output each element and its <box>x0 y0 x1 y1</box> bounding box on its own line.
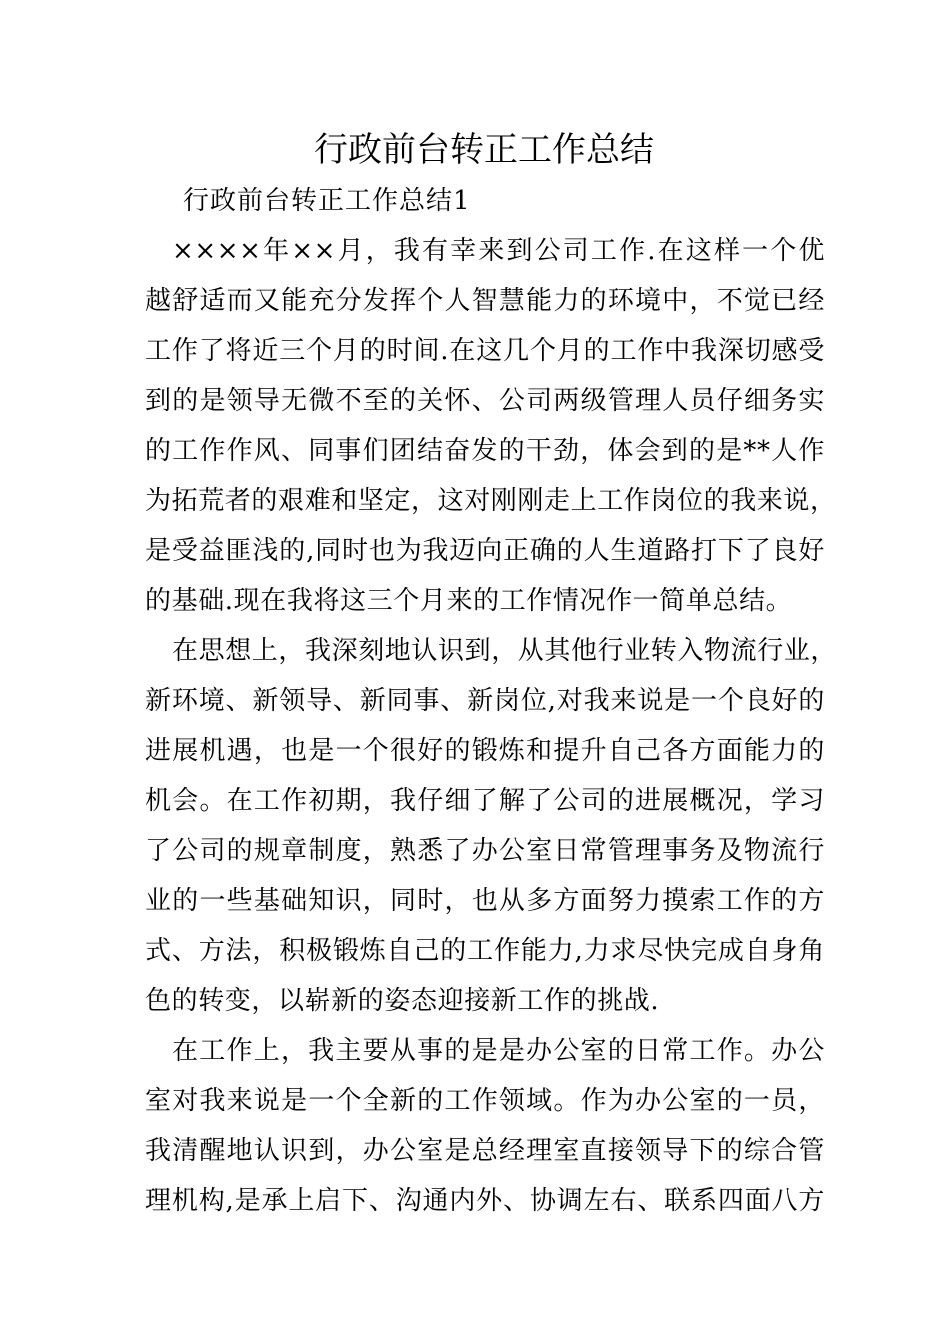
text-line: 色的转变，以崭新的姿态迎接新工作的挑战. <box>145 986 660 1016</box>
text-line: 机会。在工作初期，我仔细了解了公司的进展概况，学习 <box>145 786 825 816</box>
text-line: 新环境、新领导、新同事、新岗位,对我来说是一个良好的 <box>145 686 825 716</box>
text-line: 进展机遇，也是一个很好的锻炼和提升自己各方面能力的 <box>145 736 825 766</box>
text-line: 工作了将近三个月的时间.在这几个月的工作中我深切感受 <box>145 336 825 366</box>
text-line: 式、方法，积极锻炼自己的工作能力,力求尽快完成自身角 <box>145 936 825 966</box>
document-title: 行政前台转正工作总结 <box>314 130 654 170</box>
text-line: 在思想上，我深刻地认识到，从其他行业转入物流行业， <box>172 636 838 666</box>
text-line: ××××年××月，我有幸来到公司工作.在这样一个优 <box>172 236 825 266</box>
text-line: 的工作作风、同事们团结奋发的干劲，体会到的是**人作 <box>145 436 825 466</box>
text-line: 业的一些基础知识，同时，也从多方面努力摸索工作的方 <box>145 886 825 916</box>
text-line: 的基础.现在我将这三个月来的工作情况作一简单总结。 <box>145 586 793 616</box>
text-line: 了公司的规章制度，熟悉了办公室日常管理事务及物流行 <box>145 836 825 866</box>
text-line: 是受益匪浅的,同时也为我迈向正确的人生道路打下了良好 <box>145 536 825 566</box>
text-line: 在工作上，我主要从事的是是办公室的日常工作。办公 <box>172 1036 825 1066</box>
text-line: 越舒适而又能充分发挥个人智慧能力的环境中，不觉已经 <box>145 286 825 316</box>
text-line: 理机构,是承上启下、沟通内外、协调左右、联系四面八方 <box>145 1186 825 1216</box>
text-line: 我清醒地认识到，办公室是总经理室直接领导下的综合管 <box>145 1136 825 1166</box>
section-heading: 行政前台转正工作总结1 <box>183 186 471 216</box>
text-line: 到的是领导无微不至的关怀、公司两级管理人员仔细务实 <box>145 386 825 416</box>
text-line: 室对我来说是一个全新的工作领域。作为办公室的一员， <box>145 1086 825 1116</box>
text-line: 为拓荒者的艰难和坚定，这对刚刚走上工作岗位的我来说， <box>145 486 837 516</box>
